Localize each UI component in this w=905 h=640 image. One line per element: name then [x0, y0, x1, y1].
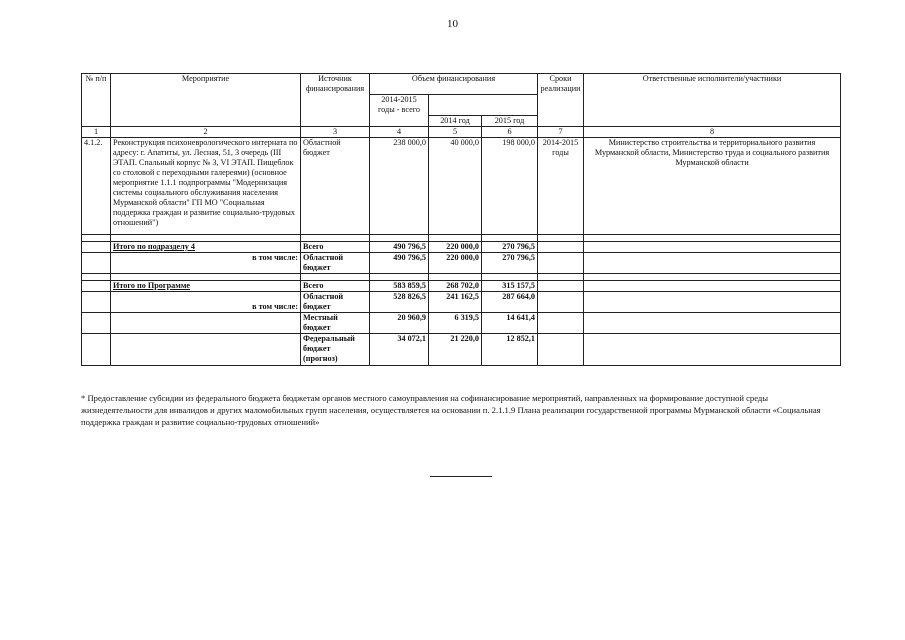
table-row-4-1-2 — [82, 138, 841, 235]
program-regional-source: Областной бюджет — [301, 292, 370, 313]
header-num: № п/п — [82, 74, 111, 127]
program-regional-2015: 287 664,0 — [482, 292, 538, 313]
col-number: 7 — [538, 127, 584, 138]
header-row — [82, 74, 841, 95]
end-divider — [430, 476, 492, 477]
program-total-total: 583 859,5 — [370, 281, 429, 292]
col-number: 8 — [584, 127, 841, 138]
header-2015: 2015 год — [482, 116, 538, 127]
program-regional-2014: 241 162,5 — [429, 292, 482, 313]
page-number: 10 — [447, 18, 458, 30]
program-local-2014: 6 319,5 — [429, 313, 482, 334]
subtotal-label: Итого по подразделу 4 — [111, 242, 301, 253]
program-total-row — [82, 281, 841, 292]
header-event: Мероприятие — [111, 74, 301, 127]
header-2014: 2014 год — [429, 116, 482, 127]
program-federal-2015: 12 852,1 — [482, 334, 538, 366]
header-term: Сроки реализации — [538, 74, 584, 127]
program-federal-row — [82, 334, 841, 366]
program-local-source: Местный бюджет — [301, 313, 370, 334]
header-total: 2014-2015 годы - всего — [370, 95, 429, 127]
program-local-total: 20 960,9 — [370, 313, 429, 334]
col-number: 4 — [370, 127, 429, 138]
program-total-2014: 268 702,0 — [429, 281, 482, 292]
row-responsible: Министерство строительства и территориального развития Мурманской области, Министерство труда и социального развития Мурманской области — [584, 138, 841, 235]
subtotal-row — [82, 242, 841, 253]
program-total-label: Итого по Программе — [111, 281, 301, 292]
subtotal-regional-2014: 220 000,0 — [429, 253, 482, 274]
row-num: 4.1.2. — [82, 138, 111, 235]
header-responsible: Ответственные исполнители/участники — [584, 74, 841, 127]
spacer-row — [82, 274, 841, 281]
subtotal-total: 490 796,5 — [370, 242, 429, 253]
col-number: 2 — [111, 127, 301, 138]
program-total-2015: 315 157,5 — [482, 281, 538, 292]
row-2015: 198 000,0 — [482, 138, 538, 235]
header-source: Источник финансирования — [301, 74, 370, 127]
program-federal-total: 34 072,1 — [370, 334, 429, 366]
col-number: 3 — [301, 127, 370, 138]
footnote: * Предоставление субсидии из федерального бюджета бюджетам органов местного самоуправления на софинансирование мероприятий, направленных на формирование доступной среды жизнедеятельности для инвалидов и других маломобильных групп населения, осуществляется на основании п. 2.1.1.9 Плана реализации государственной программы Мурманской области «Социальная поддержка граждан и развитие социально-трудовых отношений» — [81, 393, 821, 427]
row-2014: 40 000,0 — [429, 138, 482, 235]
subtotal-regional-total: 490 796,5 — [370, 253, 429, 274]
col-number: 6 — [482, 127, 538, 138]
subtotal-source: Всего — [301, 242, 370, 253]
program-regional-total: 528 826,5 — [370, 292, 429, 313]
header-volume: Объем финансирования — [370, 74, 538, 95]
subtotal-2014: 220 000,0 — [429, 242, 482, 253]
subtotal-regional-source: Областной бюджет — [301, 253, 370, 274]
row-source: Областной бюджет — [301, 138, 370, 235]
header-years-blank — [429, 95, 538, 116]
program-local-row — [82, 313, 841, 334]
program-regional-row — [82, 292, 841, 313]
financing-table — [81, 73, 841, 366]
col-number: 5 — [429, 127, 482, 138]
program-local-2015: 14 641,4 — [482, 313, 538, 334]
subtotal-regional-2015: 270 796,5 — [482, 253, 538, 274]
row-term: 2014-2015 годы — [538, 138, 584, 235]
row-event: Реконструкция психоневрологического интерната по адресу: г. Апатиты, ул. Лесная, 51, 3 очередь (III ЭТАП. Спальный корпус № 3, VI ЭТАП. Пищеблок со столовой с переходными галереями) (основное мероприятие 1.1.1 подпрограммы "Модернизация системы социального обслуживания населения Мурманской области" ГП МО "Социальная поддержка граждан и развитие социально-трудовых отношений") — [111, 138, 301, 235]
subtotal-2015: 270 796,5 — [482, 242, 538, 253]
subtotal-incl-label: в том числе: — [111, 253, 301, 274]
subtotal-regional-row — [82, 253, 841, 274]
program-incl-label: в том числе: — [111, 292, 301, 313]
program-federal-source: Федеральный бюджет (прогноз) — [301, 334, 370, 366]
col-number: 1 — [82, 127, 111, 138]
row-total: 238 000,0 — [370, 138, 429, 235]
program-total-source: Всего — [301, 281, 370, 292]
spacer-row — [82, 235, 841, 242]
column-number-row — [82, 127, 841, 138]
program-federal-2014: 21 220,0 — [429, 334, 482, 366]
